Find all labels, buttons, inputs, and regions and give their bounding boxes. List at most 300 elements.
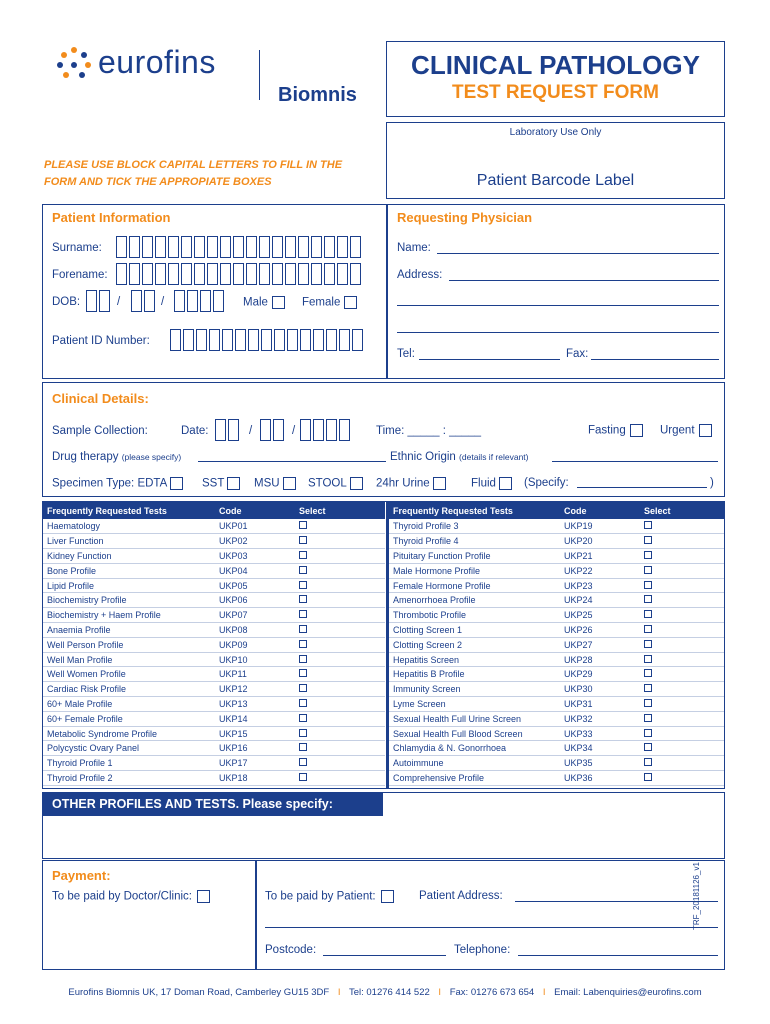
test-select-checkbox[interactable] [644, 595, 652, 603]
table-row [43, 563, 385, 578]
test-name: Male Hormone Profile [389, 563, 560, 578]
postcode-input[interactable] [323, 955, 446, 956]
test-code: UKP05 [215, 578, 295, 593]
patient-physician-divider [386, 204, 388, 379]
test-select-checkbox[interactable] [299, 566, 307, 574]
footer-sep-3: I [542, 987, 546, 998]
test-select-cell [640, 711, 724, 726]
eurofins-logo-icon [56, 46, 92, 82]
table-row [389, 549, 724, 564]
forename-label: Forename: [52, 269, 108, 281]
test-code: UKP17 [215, 756, 295, 771]
ethnic-origin-note: (details if relevant) [459, 452, 529, 462]
male-checkbox[interactable] [272, 296, 285, 309]
test-select-checkbox[interactable] [299, 536, 307, 544]
other-profiles-title: OTHER PROFILES AND TESTS. Please specify: [52, 797, 333, 811]
ethnic-origin-label [390, 451, 529, 463]
test-select-cell [640, 534, 724, 549]
test-select-checkbox[interactable] [644, 536, 652, 544]
test-name: Female Hormone Profile [389, 578, 560, 593]
test-select-checkbox[interactable] [299, 714, 307, 722]
specimen-type-label [52, 477, 183, 490]
clinical-title: Clinical Details: [52, 391, 149, 406]
test-select-cell [295, 711, 385, 726]
test-name: 60+ Male Profile [43, 697, 215, 712]
stool-label [308, 477, 363, 490]
test-select-checkbox[interactable] [644, 566, 652, 574]
test-name: Sexual Health Full Blood Screen [389, 726, 560, 741]
paid-by-patient-text: To be paid by Patient: [265, 890, 376, 903]
test-select-checkbox[interactable] [644, 581, 652, 589]
test-select-cell [640, 697, 724, 712]
ethnic-origin-text: Ethnic Origin [390, 451, 456, 463]
physician-name-label: Name: [397, 242, 431, 254]
test-name: Metabolic Syndrome Profile [43, 726, 215, 741]
test-select-cell [295, 771, 385, 786]
test-select-checkbox[interactable] [299, 655, 307, 663]
header-code: Code [215, 502, 295, 519]
test-select-checkbox[interactable] [644, 610, 652, 618]
physician-fax-input[interactable] [591, 359, 719, 360]
tests-table-left-header [43, 502, 385, 519]
test-code: UKP18 [215, 771, 295, 786]
barcode-label: Patient Barcode Label [476, 172, 635, 189]
form-subtitle: TEST REQUEST FORM [452, 82, 659, 103]
test-select-checkbox[interactable] [299, 669, 307, 677]
test-select-cell [640, 578, 724, 593]
fasting-text: Fasting [588, 424, 626, 437]
test-select-checkbox[interactable] [644, 714, 652, 722]
patient-id-input[interactable] [170, 329, 365, 351]
patient-info-title: Patient Information [52, 210, 171, 225]
test-select-cell [295, 593, 385, 608]
test-code: UKP13 [215, 697, 295, 712]
test-select-checkbox[interactable] [644, 729, 652, 737]
test-select-cell [295, 578, 385, 593]
sst-label [202, 477, 240, 490]
other-profiles-input[interactable] [44, 818, 723, 857]
test-code: UKP24 [560, 593, 640, 608]
payment-divider [255, 860, 257, 970]
test-select-cell [640, 637, 724, 652]
table-row [389, 652, 724, 667]
table-row [389, 578, 724, 593]
test-code: UKP04 [215, 563, 295, 578]
urine-label [376, 477, 446, 490]
eurofins-brand: eurofins [98, 44, 216, 80]
test-select-cell [640, 741, 724, 756]
test-code: UKP19 [560, 519, 640, 534]
test-select-checkbox[interactable] [644, 699, 652, 707]
test-name: Pituitary Function Profile [389, 549, 560, 564]
test-code: UKP34 [560, 741, 640, 756]
test-select-checkbox[interactable] [299, 551, 307, 559]
test-code: UKP03 [215, 549, 295, 564]
fasting-checkbox[interactable] [630, 424, 643, 437]
physician-address-input-1[interactable] [449, 280, 719, 281]
footer-company: Eurofins Biomnis UK, 17 Doman Road, Camberley GU15 3DF [68, 987, 330, 998]
test-select-checkbox[interactable] [299, 758, 307, 766]
instruction-line2: FORM AND TICK THE APPROPIATE BOXES [44, 176, 272, 188]
drug-therapy-label [52, 451, 181, 463]
header-select: Select [295, 502, 385, 519]
msu-text: MSU [254, 477, 280, 490]
table-row [389, 741, 724, 756]
table-row [43, 652, 385, 667]
header-test: Frequently Requested Tests [43, 502, 215, 519]
test-name: Thyroid Profile 2 [43, 771, 215, 786]
specify-input[interactable] [577, 487, 707, 488]
specimen-edta-text: Specimen Type: EDTA [52, 477, 168, 490]
stool-text: STOOL [308, 477, 347, 490]
test-select-checkbox[interactable] [644, 684, 652, 692]
table-row [389, 697, 724, 712]
test-code: UKP22 [560, 563, 640, 578]
logo-divider [259, 50, 260, 100]
test-code: UKP30 [560, 682, 640, 697]
test-select-cell [640, 593, 724, 608]
test-select-checkbox[interactable] [299, 743, 307, 751]
footer-sep-2: I [438, 987, 442, 998]
test-select-checkbox[interactable] [299, 699, 307, 707]
table-row [43, 637, 385, 652]
fluid-label [471, 477, 512, 490]
drug-therapy-note: (please specify) [121, 452, 182, 462]
test-select-cell [295, 534, 385, 549]
test-name: Bone Profile [43, 563, 215, 578]
test-code: UKP28 [560, 652, 640, 667]
table-row [43, 756, 385, 771]
test-name: Clotting Screen 1 [389, 623, 560, 638]
test-select-cell [295, 682, 385, 697]
test-name: Haematology [43, 519, 215, 534]
table-row [43, 697, 385, 712]
paid-by-patient-checkbox[interactable] [381, 890, 394, 903]
test-select-cell [295, 741, 385, 756]
urgent-label [660, 424, 712, 437]
test-select-cell [640, 756, 724, 771]
sample-slash-1: / [249, 425, 253, 437]
test-code: UKP08 [215, 623, 295, 638]
test-select-checkbox[interactable] [299, 729, 307, 737]
test-select-cell [295, 563, 385, 578]
physician-address-input-2[interactable] [397, 305, 719, 306]
test-select-cell [295, 519, 385, 534]
test-select-cell [640, 771, 724, 786]
sst-text: SST [202, 477, 225, 490]
tests-table-left [43, 502, 385, 786]
dob-slash-1: / [117, 296, 121, 308]
test-name: Amenorrhoea Profile [389, 593, 560, 608]
payment-box [42, 860, 725, 970]
table-row [43, 534, 385, 549]
table-row [389, 519, 724, 534]
test-name: Biochemistry Profile [43, 593, 215, 608]
forename-input[interactable] [116, 263, 363, 285]
test-name: Chlamydia & N. Gonorrhoea [389, 741, 560, 756]
biomnis-label: Biomnis [278, 84, 357, 106]
table-row [43, 549, 385, 564]
test-select-cell [295, 623, 385, 638]
test-code: UKP14 [215, 711, 295, 726]
test-code: UKP12 [215, 682, 295, 697]
test-select-cell [640, 652, 724, 667]
physician-address-input-3[interactable] [397, 332, 719, 333]
sample-day-input[interactable] [215, 419, 241, 441]
table-row [389, 756, 724, 771]
test-code: UKP23 [560, 578, 640, 593]
test-select-checkbox[interactable] [644, 640, 652, 648]
table-row [389, 771, 724, 786]
fluid-text: Fluid [471, 477, 496, 490]
urgent-text: Urgent [660, 424, 695, 437]
dob-label: DOB: [52, 296, 81, 308]
test-code: UKP15 [215, 726, 295, 741]
test-name: Polycystic Ovary Panel [43, 741, 215, 756]
test-code: UKP32 [560, 711, 640, 726]
test-code: UKP11 [215, 667, 295, 682]
test-name: Anaemia Profile [43, 623, 215, 638]
table-row [389, 608, 724, 623]
physician-tel-label: Tel: [397, 348, 415, 360]
test-code: UKP02 [215, 534, 295, 549]
physician-tel-input[interactable] [419, 359, 560, 360]
table-row [43, 667, 385, 682]
paid-by-doctor-text: To be paid by Doctor/Clinic: [52, 890, 192, 903]
sst-checkbox[interactable] [227, 477, 240, 490]
lab-use-only: Laboratory Use Only [509, 127, 602, 138]
test-name: Biochemistry + Haem Profile [43, 608, 215, 623]
test-code: UKP25 [560, 608, 640, 623]
test-name: Lyme Screen [389, 697, 560, 712]
tests-table-right-header [389, 502, 724, 519]
sample-month-input[interactable] [260, 419, 286, 441]
sample-time-label[interactable]: Time: _____ : _____ [376, 425, 482, 437]
test-select-cell [295, 652, 385, 667]
table-row [43, 578, 385, 593]
table-row [389, 623, 724, 638]
test-code: UKP01 [215, 519, 295, 534]
msu-checkbox[interactable] [283, 477, 296, 490]
table-row [389, 534, 724, 549]
test-name: Sexual Health Full Urine Screen [389, 711, 560, 726]
test-name: Immunity Screen [389, 682, 560, 697]
sample-collection-label: Sample Collection: [52, 425, 148, 437]
ethnic-origin-input[interactable] [552, 461, 718, 462]
telephone-input[interactable] [518, 955, 718, 956]
test-code: UKP10 [215, 652, 295, 667]
table-row [43, 726, 385, 741]
test-name: Lipid Profile [43, 578, 215, 593]
test-select-cell [295, 726, 385, 741]
stool-checkbox[interactable] [350, 477, 363, 490]
test-select-checkbox[interactable] [299, 610, 307, 618]
test-select-checkbox[interactable] [644, 758, 652, 766]
dob-month-input[interactable] [131, 290, 157, 312]
table-row [389, 667, 724, 682]
male-text: Male [243, 296, 268, 309]
physician-title: Requesting Physician [397, 210, 533, 225]
test-code: UKP26 [560, 623, 640, 638]
table-row [43, 682, 385, 697]
test-code: UKP35 [560, 756, 640, 771]
eurofins-logo [56, 44, 256, 104]
test-select-cell [295, 697, 385, 712]
tests-table-right [389, 502, 724, 786]
table-row [389, 711, 724, 726]
test-select-cell [295, 608, 385, 623]
test-name: Autoimmune [389, 756, 560, 771]
table-row [43, 623, 385, 638]
sample-date-label: Date: [181, 425, 209, 437]
test-select-checkbox[interactable] [644, 669, 652, 677]
fasting-label [588, 424, 643, 437]
sample-year-input[interactable] [300, 419, 352, 441]
form-reference: TRF_20181126_v1 [692, 862, 701, 930]
test-name: Thyroid Profile 1 [43, 756, 215, 771]
paid-by-doctor-checkbox[interactable] [197, 890, 210, 903]
test-select-checkbox[interactable] [299, 773, 307, 781]
footer [0, 987, 770, 998]
test-code: UKP33 [560, 726, 640, 741]
test-name: Hepatitis B Profile [389, 667, 560, 682]
table-row [43, 741, 385, 756]
table-row [389, 726, 724, 741]
msu-label [254, 477, 296, 490]
table-row [389, 593, 724, 608]
surname-label: Surname: [52, 242, 102, 254]
test-name: Well Women Profile [43, 667, 215, 682]
table-row [43, 771, 385, 786]
form-title: CLINICAL PATHOLOGY [411, 50, 700, 80]
test-select-checkbox[interactable] [644, 521, 652, 529]
test-code: UKP07 [215, 608, 295, 623]
test-select-checkbox[interactable] [644, 625, 652, 633]
test-select-cell [640, 667, 724, 682]
test-select-checkbox[interactable] [299, 625, 307, 633]
test-name: Clotting Screen 2 [389, 637, 560, 652]
paid-by-patient-label [265, 890, 394, 903]
footer-fax: Fax: 01276 673 654 [449, 987, 535, 998]
test-name: Kidney Function [43, 549, 215, 564]
patient-address-label: Patient Address: [419, 890, 503, 902]
dob-year-input[interactable] [174, 290, 226, 312]
female-checkbox[interactable] [344, 296, 357, 309]
test-select-checkbox[interactable] [299, 595, 307, 603]
test-code: UKP20 [560, 534, 640, 549]
test-select-cell [640, 608, 724, 623]
test-select-cell [640, 623, 724, 638]
test-select-checkbox[interactable] [644, 655, 652, 663]
table-row [389, 637, 724, 652]
postcode-label: Postcode: [265, 944, 317, 956]
specify-close: ) [710, 477, 714, 489]
test-code: UKP09 [215, 637, 295, 652]
test-select-cell [295, 549, 385, 564]
test-name: Thyroid Profile 3 [389, 519, 560, 534]
test-select-checkbox[interactable] [644, 551, 652, 559]
test-select-checkbox[interactable] [644, 773, 652, 781]
header-code: Code [560, 502, 640, 519]
paid-by-doctor-label [52, 890, 210, 903]
sample-slash-2: / [292, 425, 296, 437]
test-name: Hepatitis Screen [389, 652, 560, 667]
test-name: Comprehensive Profile [389, 771, 560, 786]
physician-name-input[interactable] [437, 253, 719, 254]
table-row [43, 608, 385, 623]
test-code: UKP36 [560, 771, 640, 786]
physician-address-label: Address: [397, 269, 443, 281]
test-code: UKP29 [560, 667, 640, 682]
test-code: UKP21 [560, 549, 640, 564]
test-name: Cardiac Risk Profile [43, 682, 215, 697]
test-name: 60+ Female Profile [43, 711, 215, 726]
test-select-cell [295, 667, 385, 682]
test-code: UKP27 [560, 637, 640, 652]
urine-text: 24hr Urine [376, 477, 430, 490]
table-row [389, 563, 724, 578]
header-test: Frequently Requested Tests [389, 502, 560, 519]
physician-fax-label: Fax: [566, 348, 589, 360]
patient-id-label: Patient ID Number: [52, 335, 150, 347]
instruction-line1: PLEASE USE BLOCK CAPITAL LETTERS TO FILL IN THE [44, 159, 343, 171]
test-code: UKP16 [215, 741, 295, 756]
test-select-cell [640, 563, 724, 578]
test-name: Well Man Profile [43, 652, 215, 667]
dob-slash-2: / [161, 296, 165, 308]
test-name: Thyroid Profile 4 [389, 534, 560, 549]
payment-title: Payment: [52, 868, 111, 883]
test-name: Liver Function [43, 534, 215, 549]
edta-checkbox[interactable] [170, 477, 183, 490]
test-name: Well Person Profile [43, 637, 215, 652]
test-select-cell [295, 756, 385, 771]
patient-address-input-1[interactable] [515, 901, 718, 902]
test-select-checkbox[interactable] [299, 581, 307, 589]
test-select-checkbox[interactable] [299, 521, 307, 529]
urgent-checkbox[interactable] [699, 424, 712, 437]
table-row [43, 593, 385, 608]
male-label [243, 296, 285, 309]
test-select-checkbox[interactable] [299, 684, 307, 692]
test-name: Thrombotic Profile [389, 608, 560, 623]
drug-therapy-input[interactable] [198, 461, 386, 462]
patient-address-input-2[interactable] [265, 927, 718, 928]
specify-label: (Specify: [524, 477, 569, 489]
fluid-checkbox[interactable] [499, 477, 512, 490]
test-select-cell [640, 682, 724, 697]
test-select-cell [640, 726, 724, 741]
drug-therapy-text: Drug therapy [52, 451, 119, 463]
test-select-cell [640, 549, 724, 564]
footer-sep-1: I [337, 987, 341, 998]
female-label [302, 296, 357, 309]
telephone-label: Telephone: [454, 944, 511, 956]
test-select-checkbox[interactable] [644, 743, 652, 751]
table-row [43, 519, 385, 534]
footer-tel: Tel: 01276 414 522 [348, 987, 430, 998]
test-select-cell [295, 637, 385, 652]
urine-checkbox[interactable] [433, 477, 446, 490]
test-code: UKP06 [215, 593, 295, 608]
test-select-checkbox[interactable] [299, 640, 307, 648]
surname-input[interactable] [116, 236, 363, 258]
test-code: UKP31 [560, 697, 640, 712]
table-row [389, 682, 724, 697]
dob-day-input[interactable] [86, 290, 112, 312]
footer-email[interactable]: Email: Labenquiries@eurofins.com [554, 987, 702, 998]
female-text: Female [302, 296, 341, 309]
